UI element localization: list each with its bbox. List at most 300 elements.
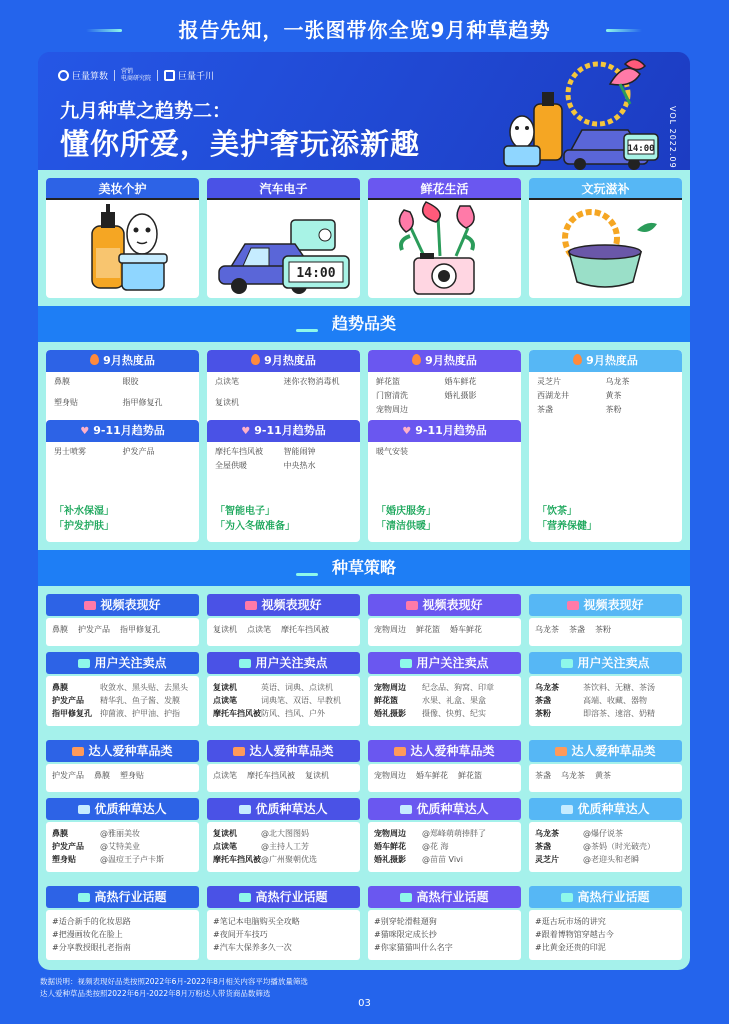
heart-icon: ♥: [241, 426, 251, 437]
creator-categories-header: [46, 740, 199, 762]
strategy-section-title: 种草策略: [331, 558, 396, 577]
rising-label: 9-11月趋势品: [415, 424, 487, 437]
flame-icon: [90, 354, 99, 365]
row-key: 乌龙茶: [535, 683, 559, 692]
item-row: [213, 623, 354, 636]
list-item: 中央热水: [283, 461, 316, 470]
user-attention-icon: [561, 659, 573, 668]
section-label: 达人爱种草品类: [410, 744, 495, 758]
hot-topics-body: [529, 910, 682, 960]
section-label: 用户关注卖点: [94, 656, 167, 670]
list-item: 乌龙茶: [561, 771, 585, 780]
topic-item: #夜间开车技巧: [213, 930, 268, 939]
trend-column-tea: [529, 350, 682, 542]
section-label: 视频表现好: [261, 598, 322, 612]
list-item: 茶粉: [595, 625, 611, 634]
quality-creators-icon: [400, 805, 412, 814]
quality-creators-icon: [239, 805, 251, 814]
section-label: 优质种草达人: [577, 802, 650, 816]
logo-research: 营销 电商研究院: [121, 68, 152, 82]
hot-topics-body: [46, 910, 199, 960]
list-item: 复读机: [215, 398, 239, 407]
list-item: 宠物周边: [374, 771, 406, 780]
list-item: 婚车鲜花: [444, 377, 477, 386]
row-value: @北大图图妈: [261, 829, 309, 838]
row-value: @艾特美业: [100, 842, 140, 851]
rising-products-header: [368, 420, 521, 442]
logo-juliang-suanshu: [58, 69, 108, 82]
quality-creators-body: [207, 822, 360, 872]
key-value-row: [213, 827, 354, 840]
rising-label: 9-11月趋势品: [254, 424, 326, 437]
logo-text: 巨量算数: [72, 71, 109, 82]
section-label: 视频表现好: [100, 598, 161, 612]
hot-topics-body: [368, 910, 521, 960]
row-value: @广州聚朝优选: [261, 855, 317, 864]
hero-subtitle: 九月种草之趋势二：: [60, 100, 232, 122]
title-dash-right: [606, 29, 642, 32]
row-key: 护发产品: [52, 842, 84, 851]
list-item: 点读笔: [247, 625, 271, 634]
item-row: [52, 623, 193, 636]
hot-label: 9月热度品: [425, 354, 477, 367]
hot-topics-header: [207, 886, 360, 908]
list-item: 门窗清洗: [376, 391, 408, 400]
user-attention-header: [207, 652, 360, 674]
trend-tag: 「补水保湿」: [54, 506, 114, 517]
row-value: 收敛水、黑头贴、去黑头: [100, 683, 188, 692]
row-key: 宠物周边: [374, 683, 406, 692]
key-value-row: [374, 681, 515, 694]
key-value-row: [374, 694, 515, 707]
report-card: [38, 52, 690, 970]
key-value-row: [535, 707, 676, 720]
hero-clock-text: 14:00: [627, 144, 655, 154]
list-item: 摩托车挡风被: [215, 447, 263, 456]
item-row: [213, 769, 354, 782]
section-label: 达人爱种草品类: [249, 744, 334, 758]
flowers-camera-icon: [368, 200, 521, 298]
hero-banner: [38, 52, 690, 170]
user-attention-body: [529, 676, 682, 726]
data-note-line: 数据说明：视频表现好品类按照2022年6月-2022年8月相关内容平均播放量筛选: [40, 977, 308, 986]
key-value-row: [374, 840, 515, 853]
list-item: 眼胶: [122, 377, 139, 386]
trend-tag: 「清洁供暖」: [376, 521, 436, 532]
category-title: 鲜花生活: [368, 178, 521, 200]
hot-products-header: [529, 350, 682, 372]
key-value-row: [535, 853, 676, 866]
video-performance-body: [207, 618, 360, 646]
list-item: 鼻膜: [94, 771, 110, 780]
trend-tag: 「智能电子」: [215, 506, 275, 517]
hot-topics-header: [46, 886, 199, 908]
section-label: 优质种草达人: [255, 802, 328, 816]
creator-categories-body: [529, 764, 682, 792]
topic-item: #分享教授眼扎老指南: [52, 943, 131, 952]
item-row: [535, 623, 676, 636]
list-item: 黄茶: [595, 771, 611, 780]
trend-section-title: 趋势品类: [331, 314, 396, 333]
trend-tags: [376, 504, 436, 534]
user-attention-icon: [239, 659, 251, 668]
user-attention-body: [46, 676, 199, 726]
list-item: 护发产品: [122, 447, 155, 456]
list-item: 摩托车挡风被: [281, 625, 329, 634]
list-item: 复读机: [213, 625, 237, 634]
trend-tags: [537, 504, 597, 534]
row-value: 水果、礼盒、果盒: [422, 696, 486, 705]
category-title: 文玩滋补: [529, 178, 682, 200]
list-item: 指甲修复孔: [122, 398, 163, 407]
creator-categories-icon: [233, 747, 245, 756]
trend-section-header: [38, 306, 690, 342]
row-key: 护发产品: [52, 696, 84, 705]
topic-item: #你家猫猫叫什么名字: [374, 943, 453, 952]
item-row: [374, 769, 515, 782]
hot-products-header: [207, 350, 360, 372]
row-value: 即溶茶、速溶、奶精: [583, 709, 655, 718]
hot-topics-icon: [78, 893, 90, 902]
creator-categories-body: [46, 764, 199, 792]
logo-text: 巨量千川: [178, 71, 215, 82]
hot-label: 9月热度品: [103, 354, 155, 367]
list-item: 指甲修复孔: [120, 625, 160, 634]
row-key: 婚礼摄影: [374, 709, 406, 718]
rising-products-header: [46, 420, 199, 442]
topic-item: #笔记本电脑购买全攻略: [213, 917, 300, 926]
row-value: 抑菌液、护甲油、护指: [100, 709, 180, 718]
clock-text: 14:00: [296, 266, 336, 281]
creator-categories-body: [368, 764, 521, 792]
category-card-beauty: [46, 178, 199, 298]
strategy-section-header: [38, 550, 690, 586]
key-value-row: [213, 694, 354, 707]
hot-topics-icon: [561, 893, 573, 902]
list-item: 鲜花篮: [376, 377, 400, 386]
video-performance-header: [207, 594, 360, 616]
row-key: 婚车鲜花: [374, 842, 406, 851]
key-value-row: [213, 840, 354, 853]
key-value-row: [52, 840, 193, 853]
hot-topics-icon: [239, 893, 251, 902]
creator-categories-body: [207, 764, 360, 792]
hero-title: 懂你所爱，美护奢玩添新趣: [60, 127, 421, 161]
list-item: 乌龙茶: [605, 377, 630, 386]
user-attention-header: [46, 652, 199, 674]
row-value: @茶妈（时光破壳）: [583, 842, 655, 851]
category-title: 汽车电子: [207, 178, 360, 200]
list-item: 护发产品: [78, 625, 110, 634]
list-item: 鲜花篮: [416, 625, 440, 634]
car-clock-icon: [207, 200, 360, 298]
video-performance-icon: [406, 601, 418, 610]
list-item: 黄茶: [605, 391, 622, 400]
key-value-row: [535, 681, 676, 694]
video-performance-icon: [567, 601, 579, 610]
row-key: 复读机: [213, 829, 237, 838]
row-key: 摩托车挡风被: [213, 709, 261, 718]
section-label: 优质种草达人: [94, 802, 167, 816]
hero-illustration: [500, 54, 660, 170]
section-label: 达人爱种草品类: [571, 744, 656, 758]
list-item: 护发产品: [52, 771, 84, 780]
rising-products-list: [207, 442, 360, 476]
key-value-row: [535, 827, 676, 840]
list-item: 全屋供暖: [215, 461, 247, 470]
video-performance-header: [368, 594, 521, 616]
creator-categories-header: [207, 740, 360, 762]
trend-column-flowers: [368, 350, 521, 542]
topic-item: #逛古玩市场的讲究: [535, 917, 606, 926]
list-item: 智能闹钟: [283, 447, 316, 456]
list-item: 婚礼摄影: [444, 391, 477, 400]
key-value-row: [374, 707, 515, 720]
trend-tags: [215, 504, 295, 534]
flame-icon: [573, 354, 582, 365]
user-attention-body: [368, 676, 521, 726]
category-card-flowers: [368, 178, 521, 298]
section-label: 视频表现好: [422, 598, 483, 612]
quality-creators-header: [368, 798, 521, 820]
section-label: 用户关注卖点: [416, 656, 489, 670]
hot-products-list: [46, 372, 199, 420]
section-label: 高热行业话题: [94, 890, 167, 904]
list-item: 鲜花篮: [458, 771, 482, 780]
list-item: 点读笔: [213, 771, 237, 780]
list-item: 西湖龙井: [537, 391, 569, 400]
heart-icon: ♥: [80, 426, 90, 437]
quality-creators-header: [46, 798, 199, 820]
rising-products-header: [207, 420, 360, 442]
topic-item: #跟着博物馆穿越古今: [535, 930, 614, 939]
trend-tag: 「饮茶」: [537, 506, 577, 517]
row-key: 乌龙茶: [535, 829, 559, 838]
row-key: 鼻膜: [52, 683, 68, 692]
hot-topics-icon: [400, 893, 412, 902]
creator-categories-header: [529, 740, 682, 762]
category-title: 美妆个护: [46, 178, 199, 200]
row-value: 高端、收藏、器物: [583, 696, 647, 705]
row-key: 茶盏: [535, 696, 551, 705]
row-value: @花 海: [422, 842, 449, 851]
row-value: @郑峰萌萌捧胖了: [422, 829, 486, 838]
quality-creators-header: [529, 798, 682, 820]
row-key: 鼻膜: [52, 829, 68, 838]
topic-item: #别穿轮滑鞋遛狗: [374, 917, 437, 926]
list-item: 婚车鲜花: [416, 771, 448, 780]
list-item: 迷你衣物消毒机: [283, 377, 340, 386]
row-value: @温痘王子卢卡斯: [100, 855, 164, 864]
trend-tags: [54, 504, 114, 534]
list-item: 暖气安装: [376, 447, 408, 456]
topic-item: #比黄金还贵的印泥: [535, 943, 606, 952]
key-value-row: [535, 694, 676, 707]
row-value: @老迎头和老瞬: [583, 855, 639, 864]
data-note: [40, 976, 308, 1000]
key-value-row: [52, 707, 193, 720]
trend-column-auto: [207, 350, 360, 542]
trend-tag: 「护发护肤」: [54, 521, 114, 532]
section-label: 高热行业话题: [416, 890, 489, 904]
row-key: 塑身贴: [52, 855, 76, 864]
row-value: 茶饮料、无糖、茶汤: [583, 683, 655, 692]
topic-item: #汽车大保养多久一次: [213, 943, 292, 952]
key-value-row: [213, 853, 354, 866]
video-performance-header: [46, 594, 199, 616]
list-item: 复读机: [305, 771, 329, 780]
item-row: [52, 769, 193, 782]
hot-products-list: [529, 372, 682, 420]
list-item: 宠物周边: [374, 625, 406, 634]
row-value: @爆仔说茶: [583, 829, 623, 838]
hot-topics-body: [207, 910, 360, 960]
row-key: 宠物周边: [374, 829, 406, 838]
video-performance-body: [368, 618, 521, 646]
creator-categories-icon: [72, 747, 84, 756]
row-value: 防风、挡风、户外: [261, 709, 325, 718]
quality-creators-body: [529, 822, 682, 872]
list-item: 乌龙茶: [535, 625, 559, 634]
video-performance-body: [46, 618, 199, 646]
key-value-row: [213, 707, 354, 720]
section-label: 用户关注卖点: [577, 656, 650, 670]
list-item: 鼻膜: [52, 625, 68, 634]
hot-label: 9月热度品: [264, 354, 316, 367]
logo-mark-icon: [164, 70, 175, 81]
section-label: 视频表现好: [583, 598, 644, 612]
quality-creators-header: [207, 798, 360, 820]
user-attention-body: [207, 676, 360, 726]
item-row: [374, 623, 515, 636]
topic-item: #把漫画妆化在脸上: [52, 930, 123, 939]
video-performance-body: [529, 618, 682, 646]
hot-label: 9月热度品: [586, 354, 638, 367]
user-attention-header: [529, 652, 682, 674]
tea-bowl-beads-icon: [529, 200, 682, 298]
hot-products-list: [368, 372, 521, 420]
section-label: 高热行业话题: [255, 890, 328, 904]
row-key: 指甲修复孔: [52, 709, 92, 718]
quality-creators-body: [46, 822, 199, 872]
list-item: 鼻膜: [54, 377, 70, 386]
category-card-tea: [529, 178, 682, 298]
hot-products-header: [368, 350, 521, 372]
topic-item: #猫咪限定成长抄: [374, 930, 437, 939]
section-label: 用户关注卖点: [255, 656, 328, 670]
trend-tag: 「婚庆服务」: [376, 506, 436, 517]
user-attention-icon: [78, 659, 90, 668]
key-value-row: [52, 827, 193, 840]
creator-categories-icon: [394, 747, 406, 756]
creator-categories-header: [368, 740, 521, 762]
row-value: 摄像、快剪、纪实: [422, 709, 486, 718]
category-panel: [38, 170, 690, 306]
list-item: 茶粉: [605, 405, 622, 414]
key-value-row: [374, 853, 515, 866]
row-value: 精华乳、鱼子酱、发膜: [100, 696, 180, 705]
key-value-row: [52, 694, 193, 707]
video-performance-header: [529, 594, 682, 616]
list-item: 茶盏: [535, 771, 551, 780]
row-value: @主持人工芳: [261, 842, 309, 851]
list-item: 茶盏: [537, 405, 553, 414]
section-label: 优质种草达人: [416, 802, 489, 816]
key-value-row: [374, 827, 515, 840]
quality-creators-body: [368, 822, 521, 872]
strategy-section: [38, 586, 690, 970]
row-key: 点读笔: [213, 842, 237, 851]
trend-section: [38, 342, 690, 550]
row-key: 摩托车挡风被: [213, 855, 261, 864]
key-value-row: [52, 853, 193, 866]
hot-products-list: [207, 372, 360, 420]
section-label: 达人爱种草品类: [88, 744, 173, 758]
hot-products-header: [46, 350, 199, 372]
row-value: @雅丽美妆: [100, 829, 140, 838]
list-item: 摩托车挡风被: [247, 771, 295, 780]
row-value: 纪念品、狗窝、印章: [422, 683, 494, 692]
row-value: @苗苗 Vivi: [422, 855, 464, 864]
logo-qianchuan: [164, 69, 214, 82]
heart-icon: ♥: [402, 426, 412, 437]
hot-topics-header: [529, 886, 682, 908]
row-key: 鲜花篮: [374, 696, 398, 705]
row-key: 婚礼摄影: [374, 855, 406, 864]
row-key: 茶盏: [535, 842, 551, 851]
volume-label: VOL 2022.09: [668, 106, 677, 169]
key-value-row: [52, 681, 193, 694]
rising-products-list: [46, 442, 199, 462]
flame-icon: [412, 354, 421, 365]
key-value-row: [213, 681, 354, 694]
list-item: 宠物周边: [376, 405, 408, 414]
list-item: 灵芝片: [537, 377, 561, 386]
skincare-bottles-icon: [46, 200, 199, 298]
quality-creators-icon: [78, 805, 90, 814]
row-value: 词典笔、双语、早教机: [261, 696, 341, 705]
hot-topics-header: [368, 886, 521, 908]
topic-item: #适合新手的化妆思路: [52, 917, 131, 926]
list-item: 婚车鲜花: [450, 625, 482, 634]
row-value: 英语、词典、点读机: [261, 683, 333, 692]
brand-logos: [58, 68, 214, 82]
list-item: 塑身贴: [54, 398, 78, 407]
rising-products-list: [368, 442, 521, 462]
key-value-row: [535, 840, 676, 853]
trend-tag: 「营养保健」: [537, 521, 597, 532]
page-header-title: 报告先知，一张图带你全览9月种草趋势: [178, 18, 551, 42]
video-performance-icon: [84, 601, 96, 610]
list-item: 塑身贴: [120, 771, 144, 780]
item-row: [535, 769, 676, 782]
logo-mark-icon: [58, 70, 69, 81]
list-item: 点读笔: [215, 377, 239, 386]
page-number: 03: [358, 998, 371, 1009]
list-item: 男士喷雾: [54, 447, 86, 456]
rising-label: 9-11月趋势品: [93, 424, 165, 437]
user-attention-header: [368, 652, 521, 674]
category-card-auto-electronics: [207, 178, 360, 298]
row-key: 灵芝片: [535, 855, 559, 864]
section-label: 高热行业话题: [577, 890, 650, 904]
creator-categories-icon: [555, 747, 567, 756]
video-performance-icon: [245, 601, 257, 610]
trend-column-beauty: [46, 350, 199, 542]
trend-tag: 「为入冬做准备」: [215, 521, 295, 532]
logo-divider: [114, 70, 115, 81]
row-key: 茶粉: [535, 709, 551, 718]
